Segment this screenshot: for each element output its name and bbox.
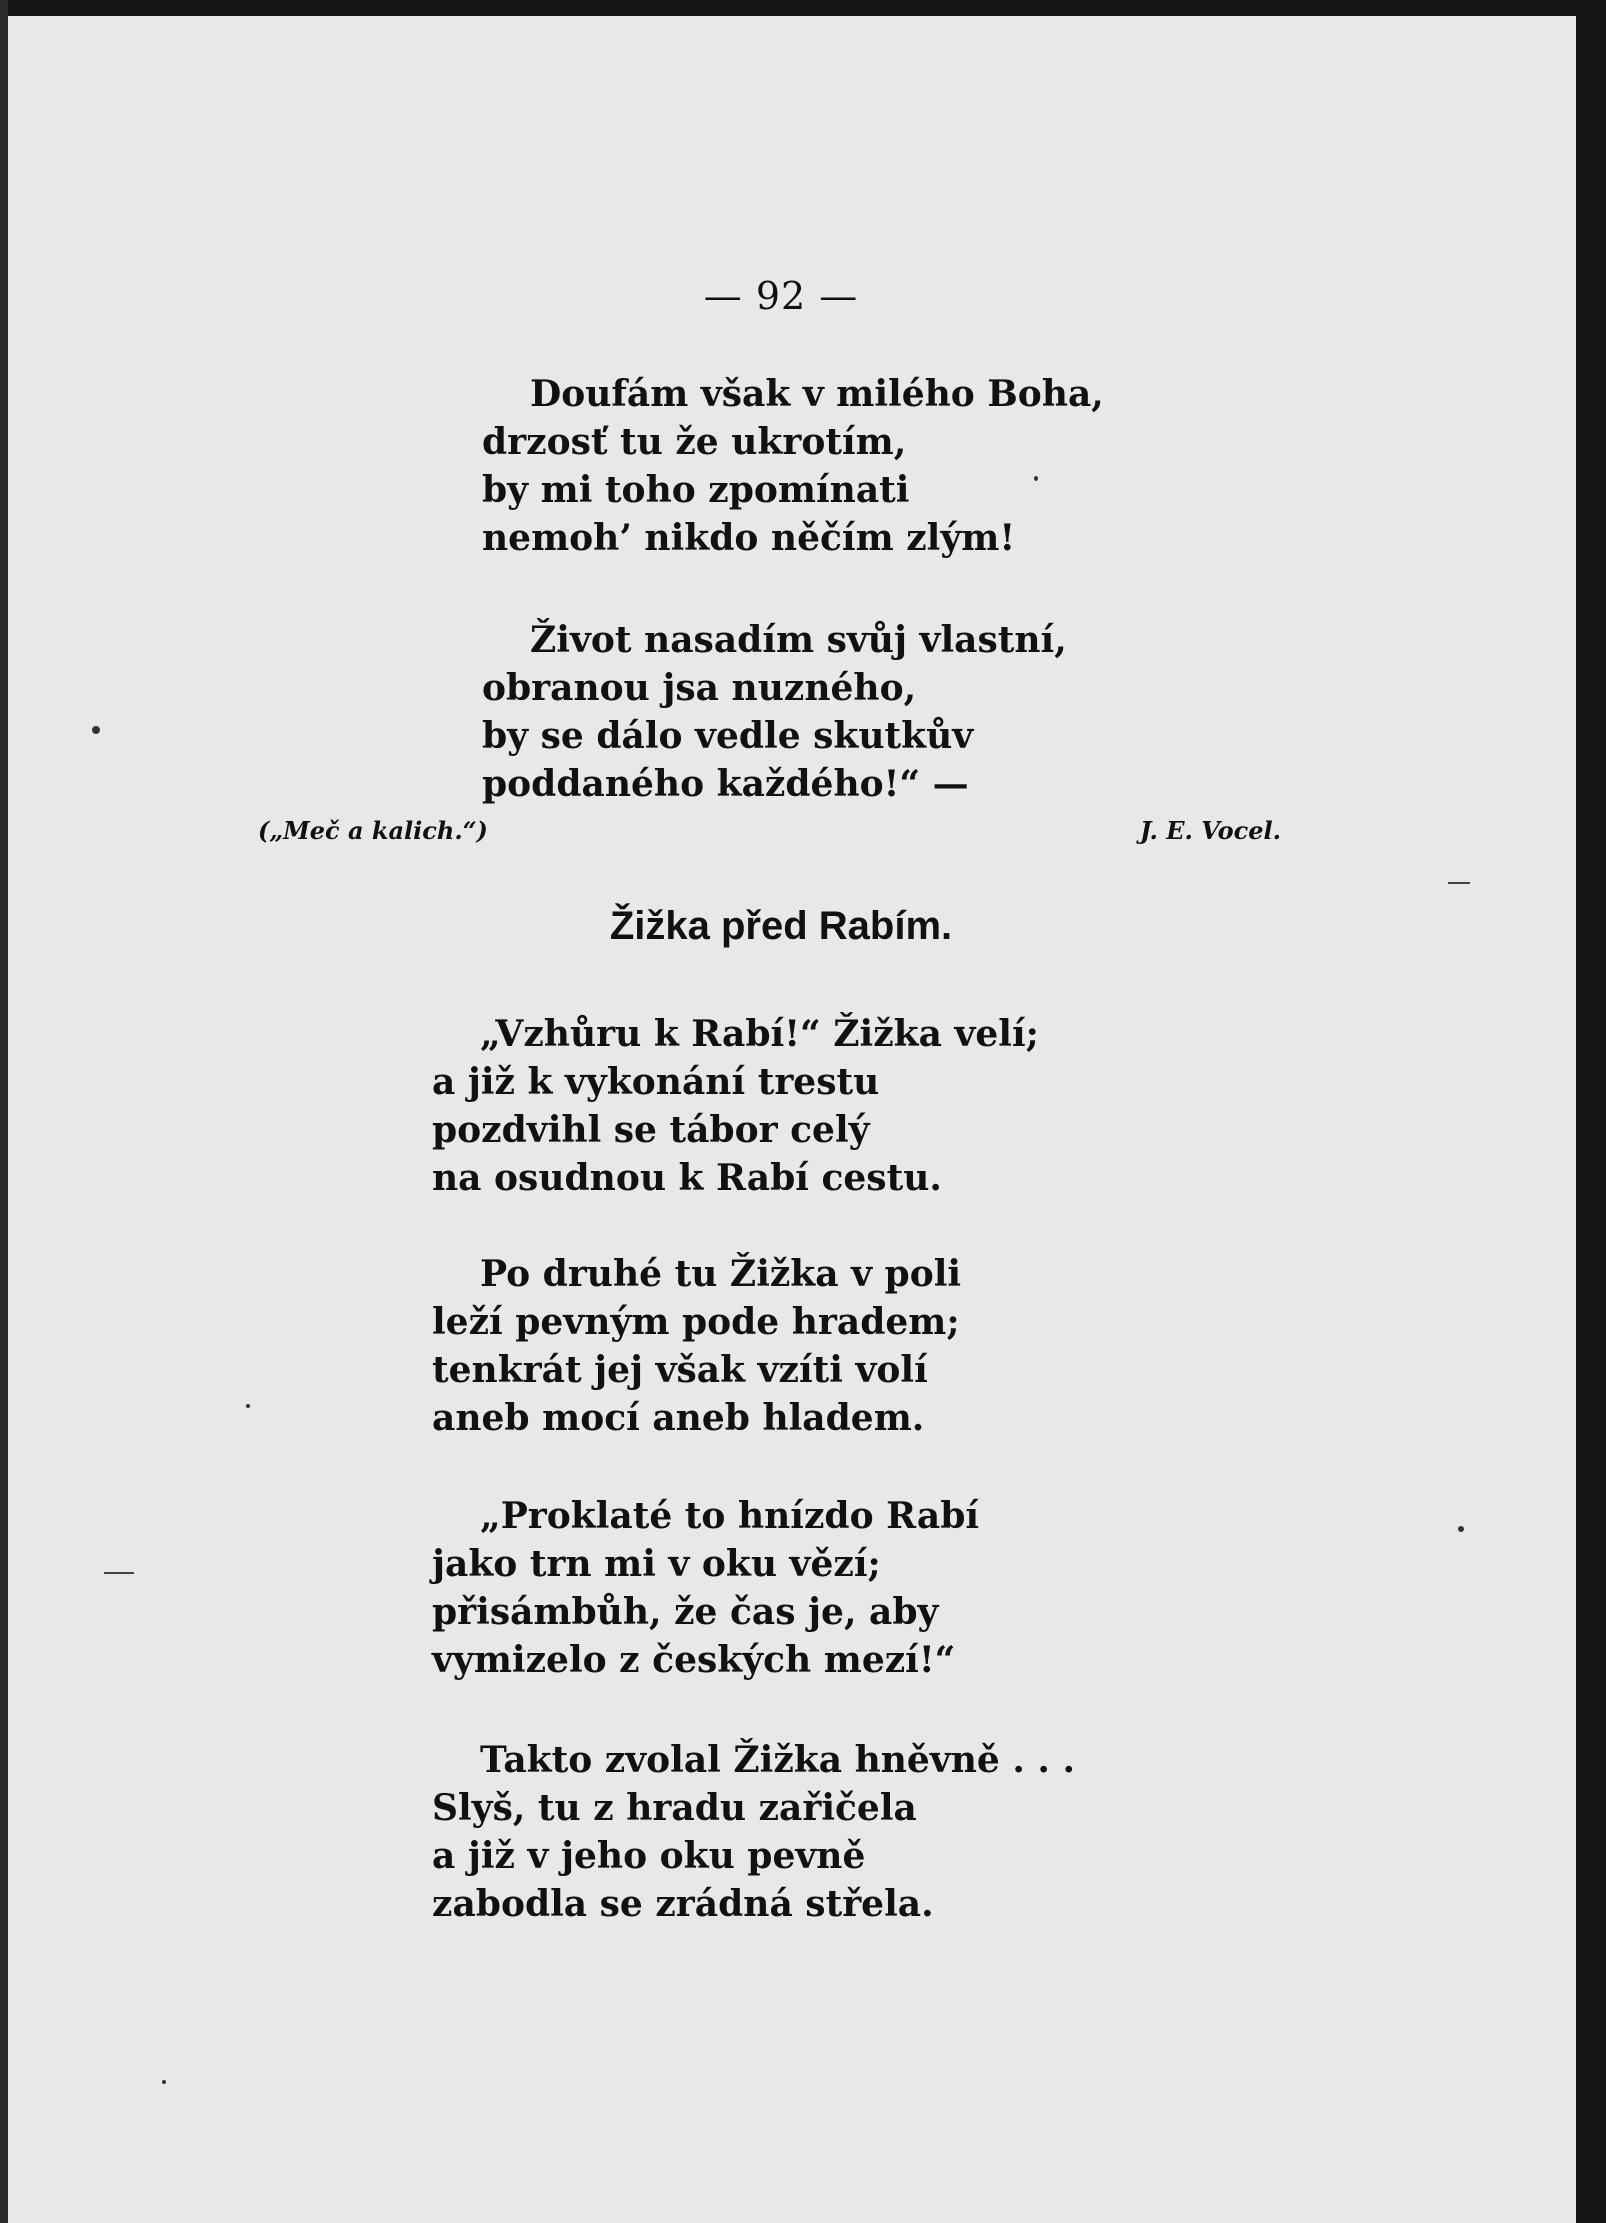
stanza-2 [482, 616, 1067, 808]
verse-line: nemoh’ nikdo něčím zlým! [482, 517, 1016, 559]
verse-line: přisámbůh, že čas je, aby [432, 1591, 939, 1633]
stanza-3 [432, 1010, 1039, 1202]
verse-line: vymizelo z českých mezí!“ [432, 1639, 956, 1681]
verse-line: Po druhé tu Žižka v poli [480, 1253, 962, 1295]
stanza-5 [432, 1492, 979, 1684]
scan-border-right [1576, 0, 1606, 2223]
verse-line: na osudnou k Rabí cestu. [432, 1157, 942, 1199]
scan-speck [162, 2080, 166, 2084]
verse-line: aneb mocí aneb hladem. [432, 1397, 925, 1439]
verse-line: drzosť tu že ukrotím, [482, 421, 907, 463]
poem-title: Žižka před Rabím. [609, 904, 953, 948]
verse-line: poddaného každého!“ — [482, 763, 969, 805]
verse-line: pozdvihl se tábor celý [432, 1109, 870, 1151]
verse-line: „Proklaté to hnízdo Rabí [480, 1495, 980, 1537]
scan-speck [1034, 476, 1038, 481]
author-attribution: J. E. Vocel. [1140, 816, 1281, 845]
verse-line: jako trn mi v oku vězí; [432, 1543, 881, 1585]
verse-line: zabodla se zrádná střela. [432, 1883, 934, 1925]
stanza-4 [432, 1250, 961, 1442]
verse-line: „Vzhůru k Rabí!“ Žižka velí; [480, 1013, 1039, 1055]
source-attribution: („Meč a kalich.“) [258, 816, 488, 845]
scan-border-left [0, 0, 8, 2223]
verse-line: by se dálo vedle skutkův [482, 715, 974, 757]
verse-line: Doufám však v milého Boha, [530, 373, 1104, 415]
stanza-6 [432, 1736, 1075, 1928]
page-number: — 92 — [703, 274, 859, 318]
verse-line: Takto zvolal Žižka hněvně . . . [480, 1739, 1076, 1781]
verse-line: a již k vykonání trestu [432, 1061, 880, 1103]
scan-speck [92, 726, 100, 734]
scan-speck [246, 1404, 250, 1408]
verse-line: Život nasadím svůj vlastní, [530, 619, 1067, 661]
page [8, 16, 1576, 2223]
scan-mark [104, 1572, 134, 1574]
scan-mark [1448, 882, 1470, 884]
verse-line: leží pevným pode hradem; [432, 1301, 960, 1343]
scan-border-top [0, 0, 1606, 16]
verse-line: Slyš, tu z hradu zařičela [432, 1787, 917, 1829]
verse-line: by mi toho zpomínati [482, 469, 910, 511]
verse-line: obranou jsa nuzného, [482, 667, 917, 709]
verse-line: tenkrát jej však vzíti volí [432, 1349, 928, 1391]
scan-speck [1458, 1526, 1464, 1532]
verse-line: a již v jeho oku pevně [432, 1835, 866, 1877]
stanza-1 [482, 370, 1104, 562]
